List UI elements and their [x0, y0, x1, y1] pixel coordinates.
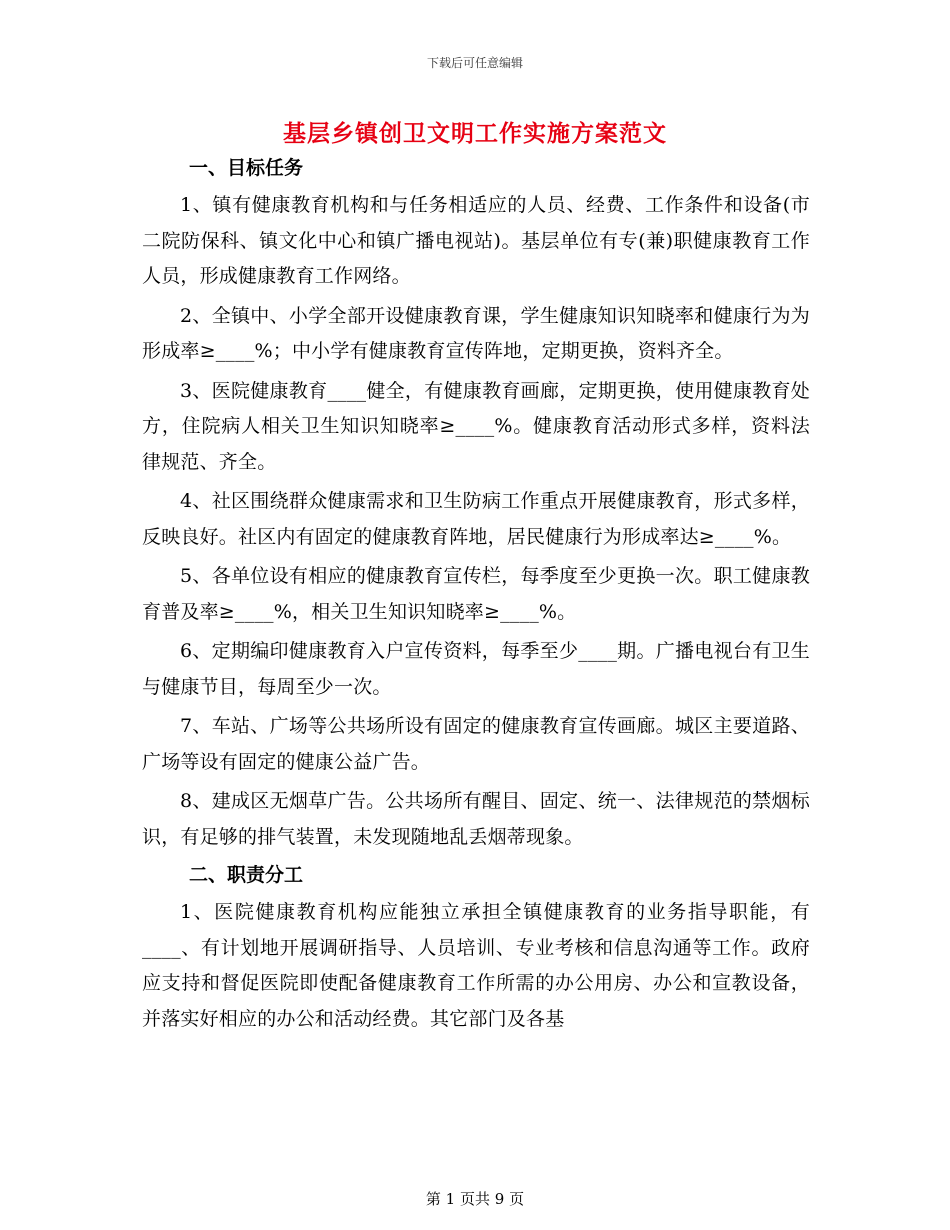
document-title: 基层乡镇创卫文明工作实施方案范文: [283, 120, 667, 147]
paragraph: 1、镇有健康教育机构和与任务相适应的人员、经费、工作条件和设备(市二院防保科、镇文化中心和镇广播电视站)。基层单位有专(兼)职健康教育工作人员，形成健康教育工作网络。: [142, 194, 810, 287]
paragraph: 4、社区围绕群众健康需求和卫生防病工作重点开展健康教育，形式多样，反映良好。社区内有固定的健康教育阵地，居民健康行为形成率达≥____%。: [142, 490, 810, 548]
document-body: [142, 152, 810, 1041]
paragraph: 5、各单位设有相应的健康教育宣传栏，每季度至少更换一次。职工健康教育普及率≥____%，相关卫生知识知晓率≥____%。: [142, 565, 810, 623]
section-heading: 二、职责分工: [189, 864, 304, 886]
paragraph: 1、医院健康教育机构应能独立承担全镇健康教育的业务指导职能，有____、有计划地开展调研指导、人员培训、专业考核和信息沟通等工作。政府应支持和督促医院即使配备健康教育工作所需的办公用房、办公和宣教设备，并落实好相应的办公和活动经费。其它部门及各基: [142, 901, 810, 1030]
paragraph: 8、建成区无烟草广告。公共场所有醒目、固定、统一、法律规范的禁烟标识，有足够的排气装置，未发现随地乱丢烟蒂现象。: [142, 790, 810, 848]
section-heading: 一、目标任务: [189, 157, 304, 179]
paragraph: 2、全镇中、小学全部开设健康教育课，学生健康知识知晓率和健康行为为形成率≥____%；中小学有健康教育宣传阵地，定期更换，资料齐全。: [142, 304, 810, 362]
page-footer: 第 1 页共 9 页: [425, 1190, 525, 1208]
paragraph: 3、医院健康教育____健全，有健康教育画廊，定期更换，使用健康教育处方，住院病人相关卫生知识知晓率≥____%。健康教育活动形式多样，资料法律规范、齐全。: [142, 379, 810, 473]
page-header: 下载后可任意编辑: [426, 56, 523, 70]
paragraph: 6、定期编印健康教育入户宣传资料，每季至少____期。广播电视台有卫生与健康节目，每周至少一次。: [142, 640, 810, 698]
paragraph: 7、车站、广场等公共场所设有固定的健康教育宣传画廊。城区主要道路、广场等设有固定的健康公益广告。: [142, 715, 810, 773]
